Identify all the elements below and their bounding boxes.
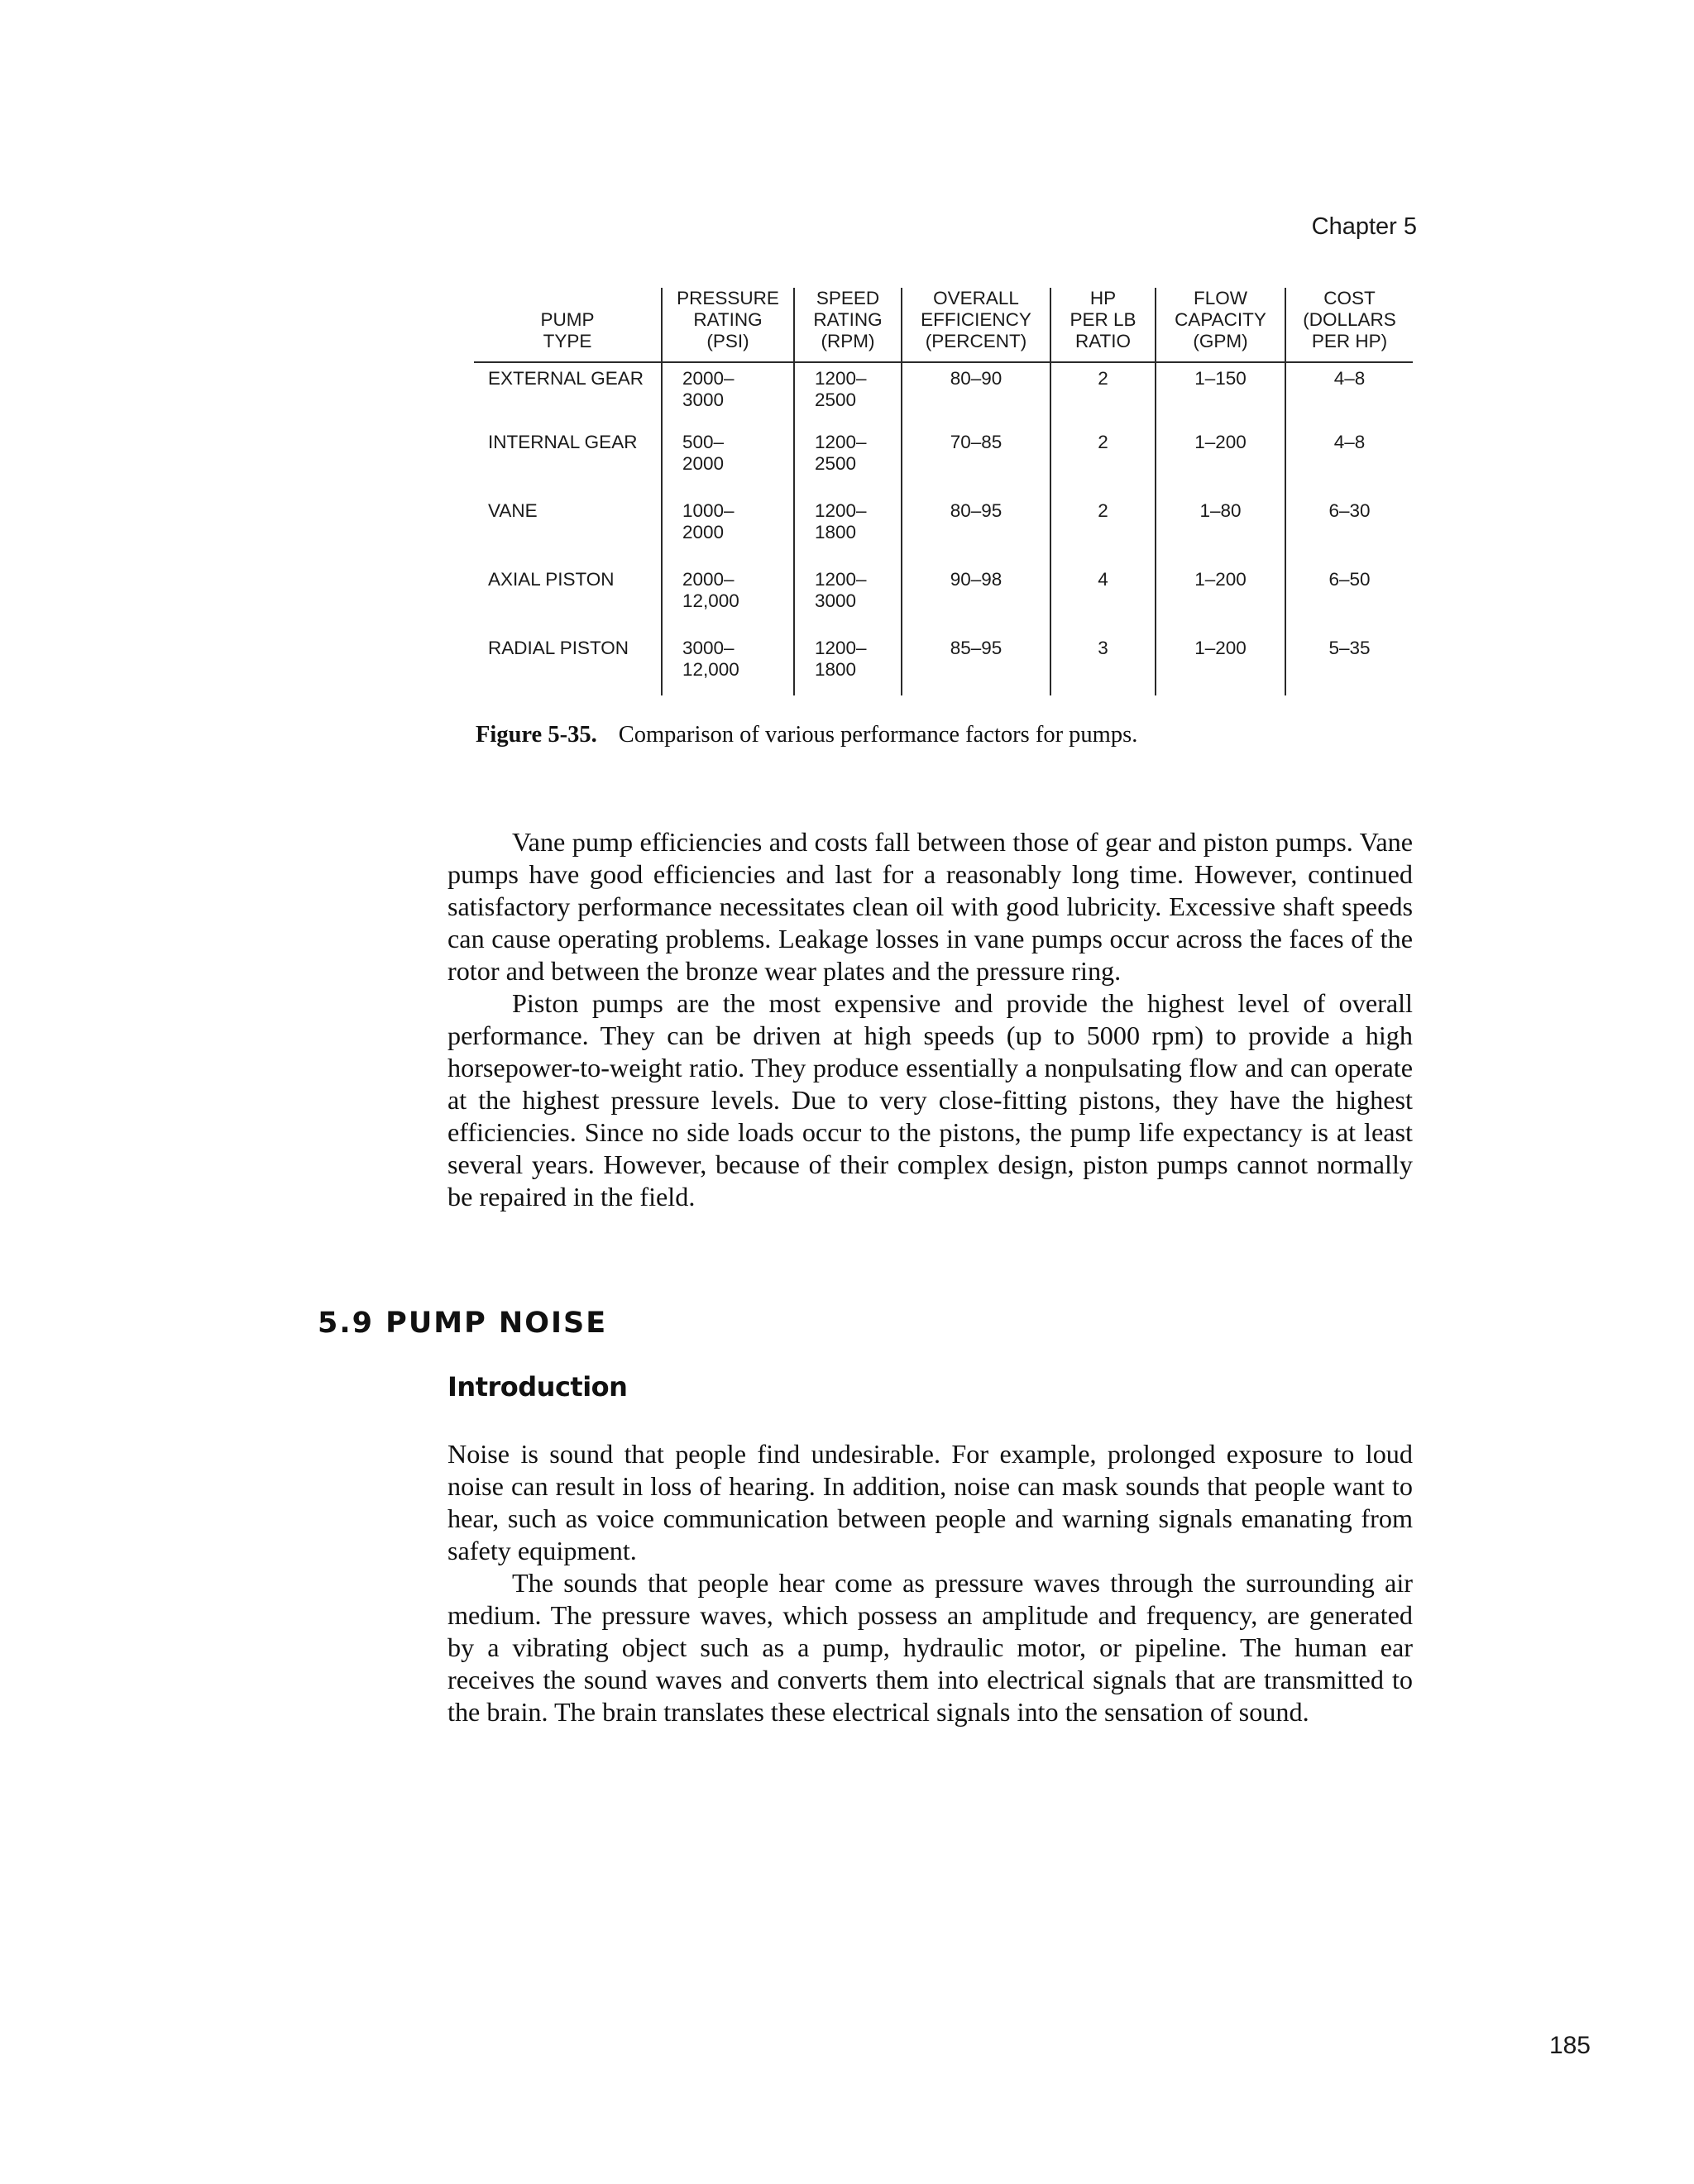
cell-flow: 1–200 [1156, 638, 1285, 695]
header-line: (PSI) [706, 331, 749, 351]
header-line: RATIO [1074, 331, 1132, 351]
cell-pump-type: RADIAL PISTON [488, 638, 629, 658]
header-pump-type [474, 288, 662, 362]
cell-efficiency: 70–85 [902, 432, 1050, 500]
body-text-block [447, 826, 1413, 1213]
cell-line: 1800 [815, 659, 857, 680]
header-line: (PERCENT) [925, 331, 1027, 351]
section-heading: 5.9 PUMP NOISE [318, 1307, 608, 1340]
cell-line: 2000– [682, 368, 735, 389]
cell-line: 1200– [815, 569, 867, 590]
cell-cost: 6–50 [1285, 569, 1413, 638]
cell-speed [794, 432, 902, 500]
cell-line: 12,000 [682, 659, 739, 680]
header-hp-per-lb-ratio [1050, 288, 1156, 362]
cell-line: 1200– [815, 500, 867, 521]
cell-line: 3000 [815, 590, 857, 611]
paragraph: Vane pump efficiencies and costs fall between those of gear and piston pumps. Vane pumps have good efficiencies and last for a reasonably long time. However, continued satisfactory performance necessitates clean oil with good lubricity. Excessive shaft speeds can cause operating problems. Leakage losses in vane pumps occur across the faces of the rotor and between the bronze wear plates and the pressure ring. [447, 827, 1413, 986]
cell-pump-type: VANE [488, 500, 538, 521]
cell-hp-ratio: 3 [1050, 638, 1156, 695]
cell-line: 12,000 [682, 590, 739, 611]
sub-heading: Introduction [447, 1371, 628, 1403]
header-flow-capacity [1156, 288, 1285, 362]
table-row [474, 569, 1413, 638]
cell-line: 500– [682, 432, 725, 452]
figure-label: Figure 5-35. [476, 722, 597, 748]
header-cost [1285, 288, 1413, 362]
figure-caption [476, 722, 1137, 748]
cell-cost: 6–30 [1285, 500, 1413, 569]
cell-pump-type: AXIAL PISTON [488, 569, 615, 590]
table-row [474, 362, 1413, 432]
cell-pressure [662, 500, 794, 569]
cell-pressure [662, 362, 794, 432]
cell-line: 2000 [682, 522, 725, 542]
cell-speed [794, 569, 902, 638]
cell-line: 2000 [682, 453, 725, 474]
cell-cost: 4–8 [1285, 432, 1413, 500]
cell-cost: 4–8 [1285, 362, 1413, 432]
header-line: CAPACITY [1175, 309, 1266, 330]
header-line: RATING [813, 309, 883, 330]
header-line: PUMP [540, 309, 595, 330]
cell-speed [794, 500, 902, 569]
header-line: (DOLLARS [1303, 309, 1396, 330]
header-pressure-rating [662, 288, 794, 362]
paragraph: Piston pumps are the most expensive and provide the highest level of overall performance. They can be driven at high speeds (up to 5000 rpm) to provide a high horsepower-to-weight ratio. They produce essentially a nonpulsating flow and can operate at the highest pressure levels. Due to very close-fitting pistons, they have the highest efficiencies. Since no side loads occur to the pistons, the pump life expectancy is at least several years. However, because of their complex design, piston pumps cannot normally be repaired in the field. [447, 988, 1413, 1211]
cell-line: 2500 [815, 453, 857, 474]
cell-line: 1200– [815, 432, 867, 452]
body-text-block [447, 1438, 1413, 1728]
pump-comparison-table-container [474, 288, 1413, 695]
header-overall-efficiency [902, 288, 1050, 362]
cell-line: 1200– [815, 638, 867, 658]
cell-speed [794, 362, 902, 432]
cell-line: 1000– [682, 500, 735, 521]
cell-pump-type: EXTERNAL GEAR [488, 368, 644, 389]
cell-flow: 1–150 [1156, 362, 1285, 432]
cell-hp-ratio: 2 [1050, 432, 1156, 500]
cell-line: 2500 [815, 389, 857, 410]
cell-pressure [662, 638, 794, 695]
header-line: TYPE [543, 331, 592, 351]
cell-line: 1200– [815, 368, 867, 389]
figure-caption-text: Comparison of various performance factors for pumps. [618, 722, 1138, 748]
cell-hp-ratio: 4 [1050, 569, 1156, 638]
cell-cost: 5–35 [1285, 638, 1413, 695]
cell-pressure [662, 432, 794, 500]
cell-efficiency: 85–95 [902, 638, 1050, 695]
header-line: PRESSURE [677, 288, 779, 308]
table-row [474, 432, 1413, 500]
table-row [474, 638, 1413, 695]
header-line: FLOW [1194, 288, 1247, 308]
cell-line: 3000 [682, 389, 725, 410]
header-speed-rating [794, 288, 902, 362]
cell-speed [794, 638, 902, 695]
cell-line: 2000– [682, 569, 735, 590]
header-line: EFFICIENCY [921, 309, 1031, 330]
paragraph: Noise is sound that people find undesirable. For example, prolonged exposure to loud noise can result in loss of hearing. In addition, noise can mask sounds that people want to hear, such as voice communication between people and warning signals emanating from safety equipment. [447, 1439, 1413, 1565]
pump-comparison-table [474, 288, 1413, 695]
cell-flow: 1–80 [1156, 500, 1285, 569]
cell-flow: 1–200 [1156, 432, 1285, 500]
cell-pump-type: INTERNAL GEAR [488, 432, 638, 452]
header-line: HP [1089, 288, 1117, 308]
header-line: RATING [693, 309, 763, 330]
cell-hp-ratio: 2 [1050, 500, 1156, 569]
cell-line: 1800 [815, 522, 857, 542]
header-line: PER HP) [1311, 331, 1388, 351]
header-line: OVERALL [933, 288, 1019, 308]
cell-hp-ratio: 2 [1050, 362, 1156, 432]
running-head: Chapter 5 [1311, 213, 1417, 240]
header-line: (GPM) [1193, 331, 1248, 351]
header-line: (RPM) [821, 331, 875, 351]
table-row [474, 500, 1413, 569]
cell-pressure [662, 569, 794, 638]
cell-efficiency: 80–95 [902, 500, 1050, 569]
paragraph: The sounds that people hear come as pressure waves through the surrounding air medium. The pressure waves, which possess an amplitude and frequency, are generated by a vibrating object such as a pump, hydraulic motor, or pipeline. The human ear receives the sound waves and converts them into electrical signals that are transmitted to the brain. The brain translates these electrical signals into the sensation of sound. [447, 1568, 1413, 1727]
cell-line: 3000– [682, 638, 735, 658]
header-line: COST [1323, 288, 1376, 308]
cell-flow: 1–200 [1156, 569, 1285, 638]
table-header-row [474, 288, 1413, 362]
header-line: PER LB [1070, 309, 1137, 330]
header-line: SPEED [816, 288, 880, 308]
cell-efficiency: 80–90 [902, 362, 1050, 432]
page-number: 185 [1548, 2032, 1591, 2059]
cell-efficiency: 90–98 [902, 569, 1050, 638]
